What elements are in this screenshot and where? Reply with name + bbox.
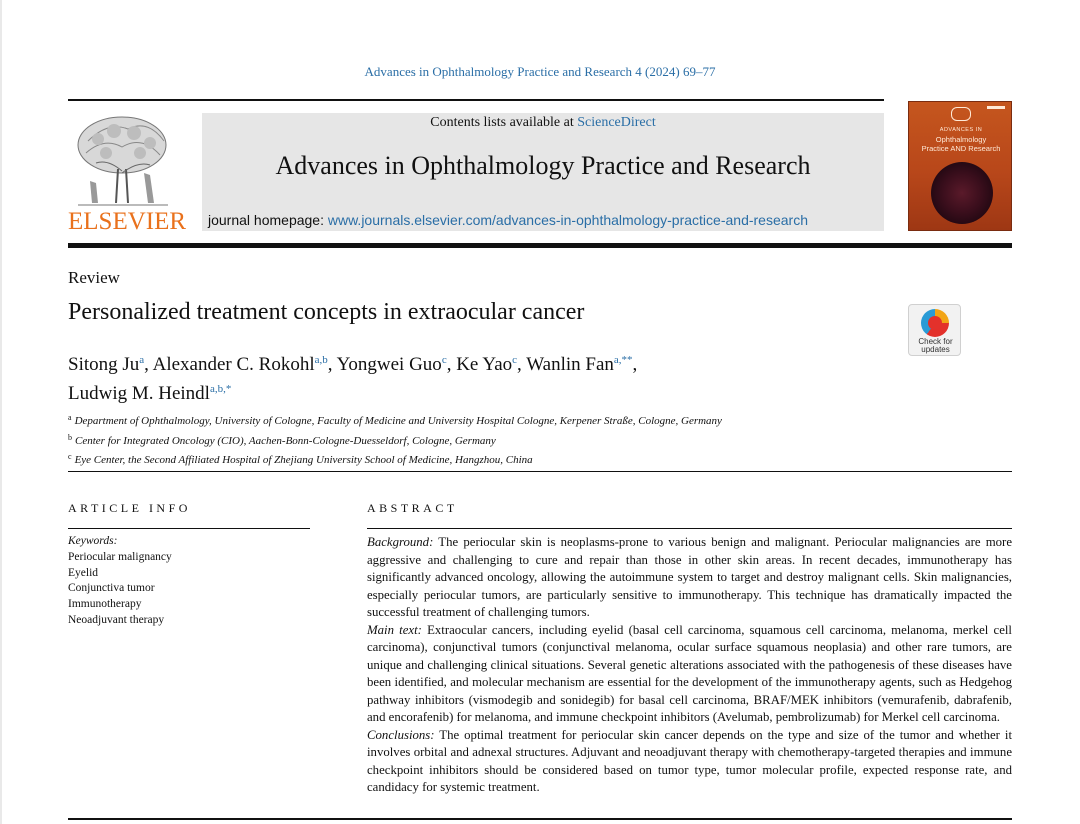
article-title: Personalized treatment concepts in extraocular cancer xyxy=(68,299,585,325)
affiliation-text: Department of Ophthalmology, University of Cologne, Faculty of Medicine and University Hospital Cologne, Kerpener Straße, Cologne, Germany xyxy=(74,415,722,427)
author-name: Ke Yao xyxy=(456,354,513,375)
keyword-item: Immunotherapy xyxy=(68,598,142,611)
affiliation-mark: a xyxy=(68,413,72,422)
keywords-list xyxy=(68,534,172,629)
affiliation xyxy=(68,410,722,430)
cover-mark-icon xyxy=(987,106,1005,109)
author[interactable] xyxy=(526,354,632,375)
page-edge xyxy=(0,0,2,824)
journal-cover-image[interactable] xyxy=(908,101,1012,231)
abstract-background xyxy=(367,534,1012,622)
contents-prefix: Contents lists available at xyxy=(430,115,574,130)
homepage-prefix: journal homepage: xyxy=(208,212,324,228)
sciencedirect-link[interactable]: ScienceDirect xyxy=(577,115,656,130)
cover-title xyxy=(909,126,1012,153)
keyword-item: Eyelid xyxy=(68,566,99,579)
abstract-main-text xyxy=(367,622,1012,727)
check-updates-icon xyxy=(921,309,949,337)
author-affil-link[interactable]: a,b xyxy=(314,354,328,366)
author[interactable] xyxy=(68,383,231,404)
author-affil-link[interactable]: c xyxy=(512,354,518,366)
cover-line1: ADVANCES IN xyxy=(939,127,983,133)
author[interactable] xyxy=(337,354,447,375)
keyword-item: Conjunctiva tumor xyxy=(68,582,155,595)
author-separator: , xyxy=(327,354,337,375)
author[interactable] xyxy=(456,354,517,375)
author-affil-link[interactable]: a xyxy=(139,354,145,366)
article-info-rule xyxy=(68,528,310,529)
affiliation-text: Eye Center, the Second Affiliated Hospital of Zhejiang University School of Medicine, Hangzhou, China xyxy=(74,454,533,466)
author-list xyxy=(68,348,788,406)
check-updates-line1: Check for xyxy=(918,337,953,346)
bottom-rule xyxy=(68,818,1012,820)
keyword-item: Periocular malignancy xyxy=(68,550,172,563)
check-updates-label xyxy=(909,338,962,354)
contents-line xyxy=(202,115,884,131)
cover-line3: Practice AND Research xyxy=(921,144,1001,153)
affiliation-list xyxy=(68,410,722,469)
abstract-heading: ABSTRACT xyxy=(367,501,458,515)
check-updates-line2: updates xyxy=(921,345,950,354)
abstract-section-label: Main text: xyxy=(367,622,422,637)
abstract-section-text: Extraocular cancers, including eyelid (basal cell carcinoma, squamous cell carcinoma, melanoma, merkel cell carcinoma), conjunctival tumors (conjunctival melanoma, ocular surface squamous neoplasia) and other rare tumors, are unique and challenging clinical situations. Several genetic alterations associated with the pathogenesis of these diseases have been identified, and molecular mechanism are essential for the development of the immunotherapy agents, such as Hedgehog pathway inhibitors (vismodegib and sonidegib) for basal cell carcinoma, BRAF/MEK inhibitors (vemurafenib, dabrafenib, and encorafenib) for melanoma, and immune checkpoint inhibitors (Avelumab, pembrolizumab) for Merkel cell carcinoma. xyxy=(367,622,1012,724)
abstract-section-text: The periocular skin is neoplasms-prone to various benign and malignant. Periocular malignancies are more aggressive and challenging to cure and repair than those in other skin areas. In recent decades, immunotherapy has significantly advanced oncology, allowing the autoimmune system to target and destroy malignant cells. Skin malignancies, especially periocular tumors, are particularly sensitive to immunotherapy. This technique has dramatically impacted the successful treatment of challenging tumors. xyxy=(367,535,1013,619)
author-separator: , xyxy=(144,354,153,375)
cover-eye-image xyxy=(931,162,993,224)
cover-badge-icon xyxy=(951,107,971,121)
keyword-item: Neoadjuvant therapy xyxy=(68,613,165,626)
journal-citation[interactable]: Advances in Ophthalmology Practice and Research 4 (2024) 69–77 xyxy=(364,64,716,79)
abstract-section-label: Conclusions: xyxy=(367,727,435,742)
affiliation-mark: c xyxy=(68,452,72,461)
section-rule xyxy=(68,471,1012,472)
author-separator: , xyxy=(446,354,457,375)
article-info-heading: ARTICLE INFO xyxy=(68,501,191,515)
author-affil-link[interactable]: c xyxy=(441,354,447,366)
author[interactable] xyxy=(68,354,144,375)
elsevier-wordmark[interactable]: ELSEVIER xyxy=(68,208,187,235)
affiliation-mark: b xyxy=(68,432,72,442)
affiliation xyxy=(68,449,722,469)
author-name: Wanlin Fan xyxy=(526,354,614,375)
abstract-section-label: Background: xyxy=(367,535,434,549)
abstract-body xyxy=(367,534,1012,797)
article-type: Review xyxy=(68,268,120,287)
affiliation xyxy=(68,430,722,450)
abstract-rule xyxy=(367,528,1012,529)
header-thick-rule xyxy=(68,243,1012,248)
author-separator: , xyxy=(517,354,527,375)
check-for-updates-button[interactable] xyxy=(908,304,961,356)
journal-title: Advances in Ophthalmology Practice and Research xyxy=(275,151,811,180)
author-name: Ludwig M. Heindl xyxy=(68,383,210,404)
journal-header-box xyxy=(202,113,884,231)
abstract-section-text: The optimal treatment for periocular skin cancer depends on the type and size of the tumor and whether it involves orbital and adnexal structures. Adjuvant and neoadjuvant therapy with chemotherapy-targeted therapies and immune checkpoint inhibitors should be considered based on tumor type, tumor molecular profile, expected response rate, and candidacy for systemic treatment. xyxy=(367,727,1012,794)
keywords-label: Keywords: xyxy=(68,535,118,547)
cover-line2: Ophthalmology xyxy=(935,135,987,144)
author-name: Yongwei Guo xyxy=(336,354,442,375)
author[interactable] xyxy=(153,354,328,375)
author-affil-link[interactable]: a,** xyxy=(613,354,633,366)
author-affil-link[interactable]: a,b,* xyxy=(209,383,232,395)
author-name: Sitong Ju xyxy=(68,354,140,375)
abstract-conclusions xyxy=(367,727,1012,797)
header-rule xyxy=(68,99,884,101)
affiliation-text: Center for Integrated Oncology (CIO), Aachen-Bonn-Cologne-Duesseldorf, Cologne, Germany xyxy=(75,434,496,447)
author-name: Alexander C. Rokohl xyxy=(152,354,315,375)
author-separator: , xyxy=(632,354,638,375)
homepage-link[interactable]: www.journals.elsevier.com/advances-in-ophthalmology-practice-and-research xyxy=(327,212,808,228)
homepage-line xyxy=(208,212,808,228)
